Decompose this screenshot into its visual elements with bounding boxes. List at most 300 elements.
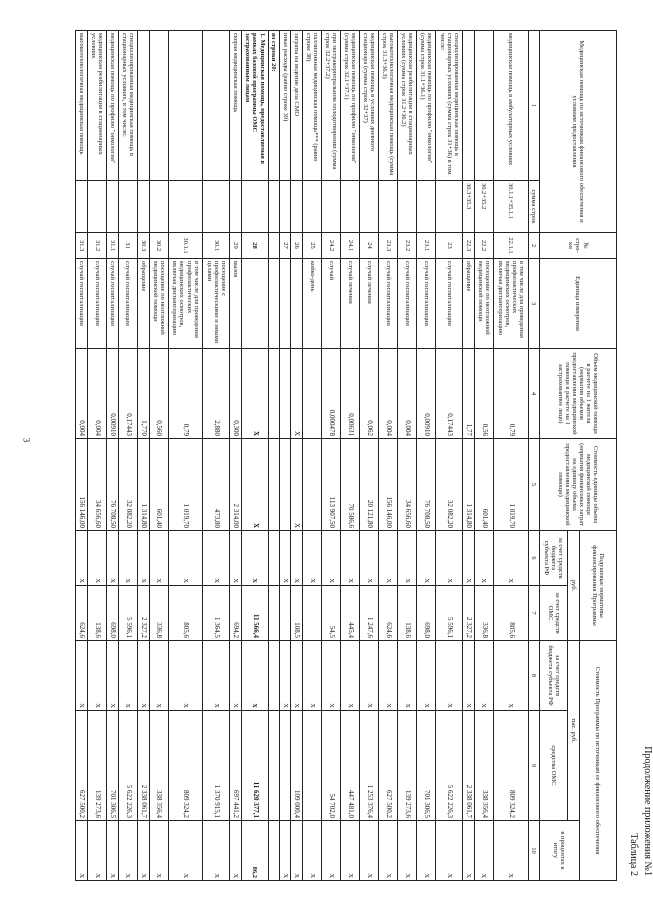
row-sum <box>268 181 279 233</box>
row-unit: случай <box>321 259 340 349</box>
row-label: медицинская реабилитация в стационарных условиях (сумма строк 31.2+36.2) <box>398 31 417 181</box>
row-unit: случай госпитализации <box>76 259 88 349</box>
row-volume: 0,79 <box>168 349 203 439</box>
row-unit: случай госпитализации <box>379 259 398 349</box>
row-sum <box>106 181 118 233</box>
row-number: 30.2 <box>149 233 168 259</box>
row-unit-cost: 32 082,20 <box>436 439 463 531</box>
col-number: 5 <box>528 439 539 531</box>
row-pc-oms: 336,8 <box>149 586 168 641</box>
row-unit: случай госпитализации <box>436 259 463 349</box>
row-unit: случай госпитализации <box>106 259 118 349</box>
row-pc-oms: 445,4 <box>340 586 359 641</box>
row-label: при экстракорпоральном оплодотворении (сумма строк 32.2+37.2) <box>321 31 340 181</box>
row-cost-budget: X <box>474 641 493 711</box>
row-cost-oms: 701 306,5 <box>417 711 436 821</box>
row-sum: 30.1.1+35.1.1 <box>493 181 528 233</box>
table-row <box>474 31 493 881</box>
row-unit-cost: 32 082,20 <box>118 439 137 531</box>
rotated-page <box>75 30 653 880</box>
col-number: 2 <box>528 233 539 259</box>
header-continuation: Продолжение приложения №1 <box>642 746 653 876</box>
row-number: 23.2 <box>398 233 417 259</box>
row-label: медицинская помощь по профилю "онкология" <box>106 31 118 181</box>
col-group-program-cost: Стоимость Программы по источникам ее финансового обеспечения <box>579 641 616 881</box>
row-number: 31.3 <box>76 233 88 259</box>
row-pc-oms <box>280 586 291 641</box>
row-label: медицинская помощь по профилю "онкология" (сумма строк 31.1+36.1) <box>417 31 436 181</box>
row-number: 30.1 <box>203 233 230 259</box>
table-row <box>137 31 149 881</box>
row-cost-budget: X <box>340 641 359 711</box>
row-unit-cost: 76 708,50 <box>106 439 118 531</box>
row-cost-oms: 2 338 061,7 <box>137 711 149 821</box>
row-percent: X <box>106 821 118 881</box>
row-volume: 1,770 <box>137 349 149 439</box>
row-number: 22.2 <box>474 233 493 259</box>
row-label: из строки 20: <box>268 31 279 181</box>
col-number: 1 <box>528 31 539 181</box>
table-row <box>268 31 279 881</box>
row-volume <box>302 349 321 439</box>
row-pc-budget: X <box>241 531 268 586</box>
row-volume: 0,17443 <box>118 349 137 439</box>
row-sum <box>302 181 321 233</box>
row-pc-oms: 108,5 <box>291 586 303 641</box>
row-pc-budget: X <box>149 531 168 586</box>
row-unit-cost: 34 656,60 <box>398 439 417 531</box>
row-cost-budget: X <box>398 641 417 711</box>
row-volume: 0,00631 <box>340 349 359 439</box>
row-cost-budget: X <box>241 641 268 711</box>
row-cost-oms: 109 000,4 <box>291 711 303 821</box>
row-unit-cost: 1 019,70 <box>168 439 203 531</box>
row-number: 24.1 <box>340 233 359 259</box>
row-percent: X <box>76 821 88 881</box>
row-cost-budget: X <box>280 641 291 711</box>
col-head-oms-pc: за счет средств ОМС <box>539 586 568 641</box>
row-sum <box>203 181 230 233</box>
row-number: 24 <box>360 233 379 259</box>
row-percent: X <box>398 821 417 881</box>
row-sum <box>291 181 303 233</box>
row-pc-oms: 805,6 <box>493 586 528 641</box>
row-label: паллиативная медицинская помощь*** (равно строке 38) <box>302 31 321 181</box>
row-pc-budget: X <box>340 531 359 586</box>
row-volume <box>268 349 279 439</box>
row-volume: X <box>241 349 268 439</box>
row-pc-oms: 805,6 <box>168 586 203 641</box>
row-pc-oms: 2 327,2 <box>463 586 475 641</box>
page-number: 3 <box>21 437 32 443</box>
row-sum <box>321 181 340 233</box>
table-row <box>106 31 118 881</box>
row-cost-oms: 5 622 226,3 <box>118 711 137 821</box>
row-volume: 1,77 <box>463 349 475 439</box>
row-cost-budget: X <box>118 641 137 711</box>
row-percent: X <box>137 821 149 881</box>
row-cost-oms: 1 370 915,1 <box>203 711 230 821</box>
row-cost-budget: X <box>137 641 149 711</box>
row-cost-oms: 2 338 061,7 <box>463 711 475 821</box>
row-cost-budget: X <box>360 641 379 711</box>
row-pc-oms <box>302 586 321 641</box>
row-volume: 0,000478 <box>321 349 340 439</box>
row-percent: X <box>463 821 475 881</box>
row-sum <box>398 181 417 233</box>
col-number: 6 <box>528 531 539 586</box>
row-number: 22.1.1 <box>493 233 528 259</box>
table-row <box>379 31 398 881</box>
row-percent: X <box>168 821 203 881</box>
row-sum <box>149 181 168 233</box>
row-unit-cost: X <box>241 439 268 531</box>
row-pc-budget: X <box>493 531 528 586</box>
row-sum <box>87 181 106 233</box>
row-pc-oms: 11 566,4 <box>241 586 268 641</box>
row-label <box>149 31 168 181</box>
row-sum <box>76 181 88 233</box>
table-row <box>149 31 168 881</box>
table-row <box>87 31 106 881</box>
table-row <box>360 31 379 881</box>
row-unit-cost <box>268 439 279 531</box>
row-cost-budget: X <box>106 641 118 711</box>
row-percent: X <box>118 821 137 881</box>
row-number: 31 <box>118 233 137 259</box>
table-row <box>241 31 268 881</box>
row-sum <box>118 181 137 233</box>
row-percent: X <box>230 821 242 881</box>
row-unit: вызов <box>230 259 242 349</box>
row-number: 31.2 <box>87 233 106 259</box>
row-pc-budget: X <box>280 531 291 586</box>
row-pc-budget: X <box>230 531 242 586</box>
row-pc-oms: 138,6 <box>398 586 417 641</box>
table-row <box>321 31 340 881</box>
row-percent: X <box>360 821 379 881</box>
row-pc-oms: 624,6 <box>76 586 88 641</box>
row-unit: случай госпитализации <box>417 259 436 349</box>
header-table-label: Таблица 2 <box>628 833 639 876</box>
row-label: медицинская реабилитация в стационарных условиях <box>87 31 106 181</box>
row-pc-budget: X <box>417 531 436 586</box>
table-row <box>340 31 359 881</box>
row-percent: X <box>417 821 436 881</box>
col-head-oms-cost: средства ОМС <box>539 711 568 821</box>
table-row <box>230 31 242 881</box>
row-volume: 0,79 <box>493 349 528 439</box>
row-volume: 0,300 <box>230 349 242 439</box>
row-unit: посещение с профилактическими и иными целями <box>203 259 230 349</box>
row-unit-cost: 601,40 <box>474 439 493 531</box>
row-percent: X <box>149 821 168 881</box>
row-volume: 0,560 <box>149 349 168 439</box>
col-subhead-sum: сумма строк <box>528 181 539 233</box>
row-number: 29 <box>230 233 242 259</box>
row-cost-budget: X <box>379 641 398 711</box>
row-cost-budget: X <box>302 641 321 711</box>
col-head-percent: в процентах к итогу <box>539 821 579 881</box>
row-unit: случай лечения <box>340 259 359 349</box>
row-pc-oms: 698,0 <box>417 586 436 641</box>
row-volume: 0,17443 <box>436 349 463 439</box>
table-row <box>493 31 528 881</box>
row-unit-cost <box>302 439 321 531</box>
row-pc-oms: 2 327,2 <box>137 586 149 641</box>
col-head-budget-pc: за счет средств бюджета субъекта РФ <box>539 531 568 586</box>
col-head-volume: Объем медицинской помощи в расчете на 1 жителя (норматив объемов предоставления медицинской помощи в расчете на 1 застрахованное лицо) <box>539 349 616 439</box>
row-pc-budget: X <box>87 531 106 586</box>
col-head-unit-cost: Стоимость единицы объема медицинской помощи (норматив финансовых затрат на единицу объема предоставления медицинской помощи) <box>539 439 616 531</box>
row-number: 27 <box>280 233 291 259</box>
row-unit-cost: 601,40 <box>149 439 168 531</box>
row-unit-cost: 70 586,6 <box>340 439 359 531</box>
row-cost-budget <box>268 641 279 711</box>
row-cost-oms: 1 253 376,4 <box>360 711 379 821</box>
row-volume: 0,004 <box>87 349 106 439</box>
row-percent: X <box>493 821 528 881</box>
table-row <box>118 31 137 881</box>
row-cost-budget: X <box>149 641 168 711</box>
financing-table <box>75 30 617 881</box>
row-unit: посещение по неотложной медицинской помощи <box>474 259 493 349</box>
row-label: высокотехнологичная медицинская помощь <box>76 31 88 181</box>
row-pc-oms: 1 247,6 <box>360 586 379 641</box>
row-percent: 86,2 <box>241 821 268 881</box>
row-number: 31.1 <box>106 233 118 259</box>
row-cost-budget: X <box>463 641 475 711</box>
row-sum <box>137 181 149 233</box>
row-percent: X <box>280 821 291 881</box>
col-number: 10 <box>528 821 539 881</box>
row-unit: в том числе для проведения профилактических медицинских осмотров, включая диспансеризацию <box>493 259 528 349</box>
col-number: 4 <box>528 349 539 439</box>
col-head-budget-cost: за счет средств бюджета субъекта РФ <box>539 641 568 711</box>
row-pc-budget: X <box>360 531 379 586</box>
row-pc-budget <box>268 531 279 586</box>
row-label <box>203 31 230 181</box>
row-label: затраты на ведение дела СМО <box>291 31 303 181</box>
row-label <box>474 31 493 181</box>
row-volume: 0,062 <box>360 349 379 439</box>
row-volume: 0,00910 <box>417 349 436 439</box>
row-sum <box>230 181 242 233</box>
row-unit: случай госпитализации <box>118 259 137 349</box>
row-cost-oms <box>280 711 291 821</box>
row-cost-oms <box>268 711 279 821</box>
row-number: 23.3 <box>379 233 398 259</box>
row-cost-oms: 5 622 226,3 <box>436 711 463 821</box>
row-cost-oms: 701 306,5 <box>106 711 118 821</box>
col-head-row-no: № стро-ки <box>539 233 616 259</box>
row-number: 23.1 <box>417 233 436 259</box>
row-label: специализированная медицинская помощь в стационарных условиях (сумма строк 31+36) в том числе: <box>436 31 463 181</box>
row-sum <box>168 181 203 233</box>
row-pc-budget: X <box>302 531 321 586</box>
row-sum <box>379 181 398 233</box>
col-number: 3 <box>528 259 539 349</box>
row-pc-budget: X <box>321 531 340 586</box>
col-number: 9 <box>528 711 539 821</box>
row-percent: X <box>436 821 463 881</box>
row-sum <box>436 181 463 233</box>
row-pc-oms: 336,8 <box>474 586 493 641</box>
row-pc-budget: X <box>106 531 118 586</box>
row-cost-oms <box>302 711 321 821</box>
row-unit <box>280 259 291 349</box>
table-row <box>302 31 321 881</box>
row-sum: 30.2+35.2 <box>474 181 493 233</box>
row-label <box>463 31 475 181</box>
row-sum <box>241 181 268 233</box>
row-number: 24.2 <box>321 233 340 259</box>
row-number: 30.3 <box>137 233 149 259</box>
row-label: медицинская помощь по профилю "онкология" (сумма строк 32.1+37.1) <box>340 31 359 181</box>
row-volume: 0,56 <box>474 349 493 439</box>
row-label: медицинская помощь в условиях дневного стационара (сумма строк 32+37) <box>360 31 379 181</box>
row-cost-budget: X <box>76 641 88 711</box>
row-unit-cost: 1 019,70 <box>493 439 528 531</box>
row-pc-oms: 1 364,5 <box>203 586 230 641</box>
row-number <box>268 233 279 259</box>
row-pc-oms: 694,2 <box>230 586 242 641</box>
row-pc-oms: 138,6 <box>87 586 106 641</box>
table-row <box>280 31 291 881</box>
row-cost-oms: 697 441,2 <box>230 711 242 821</box>
col-number: 8 <box>528 641 539 711</box>
row-pc-oms: 5 596,1 <box>118 586 137 641</box>
col-number: 7 <box>528 586 539 641</box>
table-row <box>417 31 436 881</box>
row-sum <box>340 181 359 233</box>
row-number: 22.3 <box>463 233 475 259</box>
row-cost-oms: 139 273,6 <box>398 711 417 821</box>
row-cost-budget: X <box>230 641 242 711</box>
row-unit-cost: 34 656,60 <box>87 439 106 531</box>
table-row <box>291 31 303 881</box>
row-unit-cost: 2 314,00 <box>230 439 242 531</box>
row-unit <box>241 259 268 349</box>
row-unit-cost: 113 907,50 <box>321 439 340 531</box>
row-unit: случай госпитализации <box>398 259 417 349</box>
col-head-unit: Единица измерения <box>539 259 616 349</box>
row-pc-budget: X <box>463 531 475 586</box>
row-pc-budget: X <box>379 531 398 586</box>
table-body <box>76 31 529 881</box>
row-pc-budget: X <box>118 531 137 586</box>
row-percent: X <box>203 821 230 881</box>
row-volume: 0,004 <box>76 349 88 439</box>
row-percent: X <box>474 821 493 881</box>
row-cost-oms: 809 324,2 <box>493 711 528 821</box>
row-percent: X <box>302 821 321 881</box>
row-cost-oms: 447 481,0 <box>340 711 359 821</box>
row-pc-oms: 54,5 <box>321 586 340 641</box>
row-sum <box>417 181 436 233</box>
row-label: скорая медицинская помощь <box>230 31 242 181</box>
table-row <box>436 31 463 881</box>
row-percent: X <box>321 821 340 881</box>
row-sum: 30.3+35.3 <box>463 181 475 233</box>
row-pc-budget: X <box>398 531 417 586</box>
row-sum <box>280 181 291 233</box>
row-cost-budget: X <box>291 641 303 711</box>
row-label: иные расходы (равно строке 39) <box>280 31 291 181</box>
row-unit-cost: X <box>291 439 303 531</box>
row-number: 28 <box>241 233 268 259</box>
row-label <box>137 31 149 181</box>
row-pc-budget: X <box>76 531 88 586</box>
row-unit <box>268 259 279 349</box>
row-volume: 0,00910 <box>106 349 118 439</box>
row-cost-budget: X <box>168 641 203 711</box>
row-unit-cost: 76 708,50 <box>417 439 436 531</box>
col-head-care-type: Медицинская помощь по источникам финансового обеспечения и условиям предоставления <box>539 31 616 233</box>
row-unit: койко-день <box>302 259 321 349</box>
row-unit: обращение <box>463 259 475 349</box>
row-percent <box>268 821 279 881</box>
row-pc-oms <box>268 586 279 641</box>
row-cost-oms: 338 356,4 <box>149 711 168 821</box>
row-label <box>168 31 203 181</box>
row-unit-cost: 156 146,00 <box>379 439 398 531</box>
row-unit: обращение <box>137 259 149 349</box>
row-number: 25 <box>302 233 321 259</box>
row-pc-budget: X <box>291 531 303 586</box>
row-unit <box>291 259 303 349</box>
row-volume: 2,880 <box>203 349 230 439</box>
row-number: 23 <box>436 233 463 259</box>
table-row <box>76 31 88 881</box>
row-pc-budget: X <box>474 531 493 586</box>
col-group-program-cost-unit: тыс. руб. <box>568 641 579 821</box>
row-sum <box>360 181 379 233</box>
row-cost-budget: X <box>493 641 528 711</box>
row-cost-oms: 139 273,6 <box>87 711 106 821</box>
row-cost-budget: X <box>87 641 106 711</box>
table-row <box>463 31 475 881</box>
row-percent: X <box>291 821 303 881</box>
table-header <box>528 31 616 881</box>
row-cost-budget: X <box>436 641 463 711</box>
row-volume: X <box>291 349 303 439</box>
row-pc-oms: 5 596,1 <box>436 586 463 641</box>
row-cost-oms: 809 324,2 <box>168 711 203 821</box>
row-cost-budget: X <box>321 641 340 711</box>
row-unit-cost: 473,80 <box>203 439 230 531</box>
row-unit-cost: 1 314,80 <box>463 439 475 531</box>
row-percent: X <box>87 821 106 881</box>
col-group-per-capita: Подушевые нормативы финансирования Программы <box>579 531 616 641</box>
row-cost-budget: X <box>203 641 230 711</box>
row-pc-budget: X <box>203 531 230 586</box>
row-cost-oms: 54 702,0 <box>321 711 340 821</box>
table-row <box>203 31 230 881</box>
table-row <box>398 31 417 881</box>
row-volume <box>280 349 291 439</box>
row-unit: посещение по неотложной медицинской помощи <box>149 259 168 349</box>
row-label: медицинская помощь в амбулаторных условиях <box>493 31 528 181</box>
row-percent: X <box>340 821 359 881</box>
row-label: специализированная медицинская помощь в стационарных условиях, в том числе: <box>118 31 137 181</box>
row-label: высокотехнологичная медицинская помощь (сумма строк 31.3+36.3) <box>379 31 398 181</box>
row-label: 1. Медицинская помощь, предоставляемая в рамках базовой программы ОМС застрахованным лицам <box>241 31 268 181</box>
table-row <box>168 31 203 881</box>
row-cost-oms: 627 500,2 <box>76 711 88 821</box>
row-unit: случай госпитализации <box>87 259 106 349</box>
row-number: 30.1.1 <box>168 233 203 259</box>
